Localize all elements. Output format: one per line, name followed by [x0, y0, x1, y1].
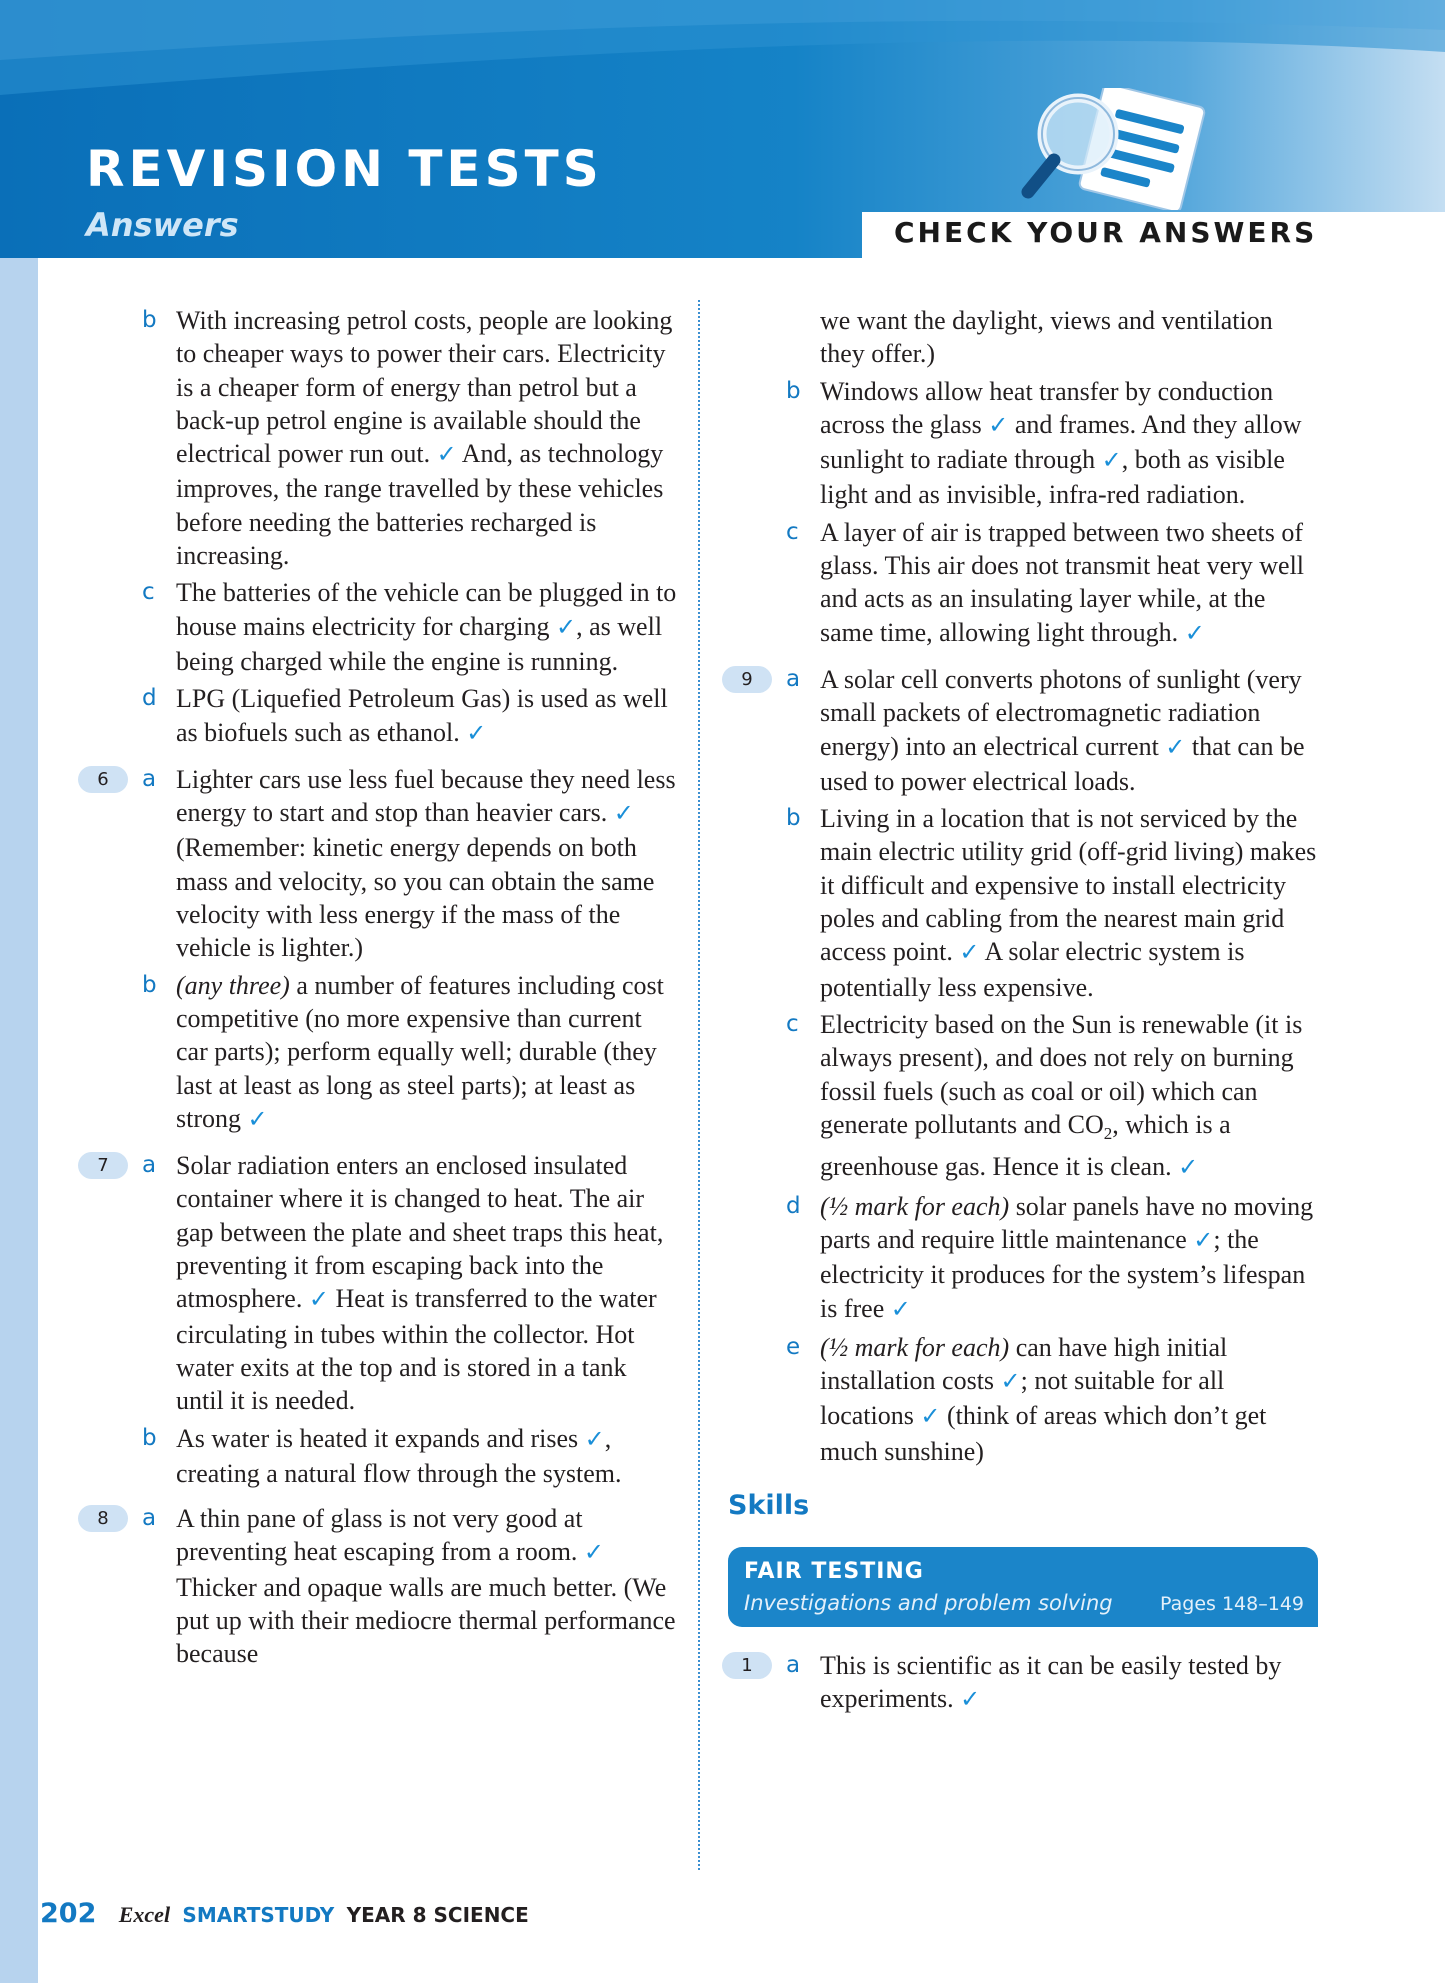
answer-text	[820, 1331, 1322, 1468]
text-segment: The batteries of the vehicle can be plugged in to house mains electricity for charging	[176, 578, 677, 641]
brand-year: YEAR 8 SCIENCE	[346, 1903, 529, 1927]
answer-text	[176, 682, 678, 751]
tick-icon: ✓	[436, 442, 457, 469]
topic-subtitle: Investigations and problem solving	[744, 1590, 1113, 1615]
subscript: 2	[1103, 1124, 1113, 1144]
answer-text	[820, 1649, 1322, 1718]
question-number-badge	[722, 1011, 772, 1038]
tick-icon: ✓	[247, 1106, 268, 1133]
header-swoosh	[0, 0, 1445, 110]
question-1	[722, 1649, 1322, 1718]
answer-part-c	[722, 516, 1322, 651]
part-letter: c	[142, 579, 155, 606]
text-segment: Solar radiation enters an enclosed insulated container where it is changed to heat. The air gap between the plate and sheet traps this heat, preventing it from escaping back into the atmosphere.	[176, 1151, 664, 1314]
answer-text	[176, 576, 678, 678]
question-number-badge: 8	[78, 1505, 128, 1532]
left-column	[78, 304, 678, 1683]
part-letter: b	[786, 805, 801, 832]
text-segment: can have high initial installation costs	[820, 1332, 1228, 1396]
question-7	[78, 1149, 678, 1490]
question-number-badge	[78, 685, 128, 712]
question-number-badge: 1	[722, 1652, 772, 1679]
part-letter: a	[142, 1152, 157, 1179]
marking-note: (½ mark for each)	[820, 1332, 1010, 1362]
answer-part-e	[722, 1331, 1322, 1468]
answer-part-b	[722, 375, 1322, 512]
tick-icon: ✓	[613, 801, 634, 828]
text-segment: Living in a location that is not serviced by the main electric utility grid (off-grid living) makes it difficult and expensive to install electricity poles and cabling from the nearest main grid access point.	[820, 804, 1317, 967]
answer-text	[176, 1149, 678, 1417]
question-number-badge: 7	[78, 1152, 128, 1179]
part-letter: e	[786, 1333, 801, 1360]
answer-text	[176, 763, 678, 965]
magnifier-document-icon	[1012, 88, 1212, 210]
answer-part-b	[78, 304, 678, 572]
page-subtitle: Answers	[86, 206, 239, 244]
answer-text	[820, 663, 1322, 798]
answer-part-a	[78, 1502, 678, 1670]
brand-excel: Excel	[118, 1902, 171, 1927]
question-number-badge	[78, 307, 128, 334]
question-continued	[722, 304, 1322, 651]
answer-text	[176, 304, 678, 572]
page-header	[0, 0, 1445, 258]
text-segment: A solar cell converts photons of sunlight (very small packets of electromagnetic radiation energy) into an electrical current	[820, 664, 1302, 761]
text-segment: solar panels have no moving parts and require little maintenance	[820, 1191, 1314, 1254]
text-segment: we want the daylight, views and ventilation they offer.)	[820, 306, 1273, 369]
text-segment: A thin pane of glass is not very good at preventing heat escaping from a room.	[176, 1504, 584, 1567]
tick-icon: ✓	[920, 1404, 941, 1431]
answer-part-a	[722, 663, 1322, 798]
text-segment: , both as visible light and as invisible, infra-red radiation.	[820, 445, 1285, 510]
part-letter: a	[142, 1505, 157, 1532]
right-column	[722, 304, 1322, 1730]
answer-text	[820, 304, 1322, 371]
text-segment: Heat is transferred to the water circulating in tubes within the collector. Hot water exits at the top and is stored in a tank until it is needed.	[176, 1284, 657, 1416]
part-letter: d	[786, 1192, 801, 1219]
check-answers-label: CHECK YOUR ANSWERS	[894, 216, 1318, 249]
text-segment: As water is heated it expands and rises	[176, 1423, 585, 1453]
text-segment: (think of areas which don’t get much sunshine)	[820, 1401, 1267, 1466]
tick-icon: ✓	[584, 1426, 605, 1453]
answer-text	[820, 375, 1322, 512]
text-segment: Lighter cars use less fuel because they need less energy to start and stop than heavier cars.	[176, 764, 676, 828]
text-segment: Thicker and opaque walls are much better. (We put up with their mediocre thermal performance because	[176, 1572, 676, 1669]
tick-icon: ✓	[308, 1287, 329, 1314]
tick-icon: ✓	[1000, 1369, 1021, 1396]
text-segment: With increasing petrol costs, people are looking to cheaper ways to power their cars. Electricity is a cheaper form of energy than petrol but a back-up petrol engine is available should the electrical power run out.	[176, 306, 673, 469]
page-title: REVISION TESTS	[86, 140, 603, 198]
answer-text	[820, 1190, 1322, 1327]
text-segment: that can be used to power electrical loads.	[820, 731, 1305, 796]
tick-icon: ✓	[1193, 1227, 1214, 1254]
answer-part-d	[722, 1190, 1322, 1327]
answer-text	[820, 1008, 1322, 1186]
column-divider	[698, 300, 700, 1870]
page-footer	[40, 1898, 529, 1929]
answer-text	[176, 969, 678, 1137]
tick-icon: ✓	[556, 614, 577, 641]
answer-part-a	[78, 763, 678, 965]
answer-part-a	[78, 1149, 678, 1417]
tick-icon: ✓	[1101, 448, 1122, 475]
answer-text	[820, 516, 1322, 651]
question-number-badge	[78, 579, 128, 606]
text-segment: And, as technology improves, the range travelled by these vehicles before needing the batteries recharged is increasing.	[176, 439, 664, 571]
tick-icon: ✓	[960, 1687, 981, 1714]
part-letter: b	[786, 377, 801, 404]
brand-smartstudy: SMARTSTUDY	[182, 1903, 335, 1927]
text-segment: a number of features including cost competitive (no more expensive than current car parts); perform equally well; durable (they last at least as long as steel parts); at least as strong	[176, 970, 664, 1133]
tick-icon: ✓	[1165, 734, 1186, 761]
right-column-answers	[722, 304, 1322, 1468]
part-letter: c	[786, 518, 799, 545]
text-segment: A layer of air is trapped between two sheets of glass. This air does not transmit heat very well and acts as an insulating layer while, at the same time, allowing light through.	[820, 517, 1305, 647]
topic-title: FAIR TESTING	[744, 1558, 924, 1584]
part-letter: a	[786, 1651, 801, 1678]
text-segment: This is scientific as it can be easily tested by experiments.	[820, 1650, 1282, 1714]
question-number-badge	[722, 378, 772, 405]
question-number-badge	[722, 1334, 772, 1361]
text-segment: LPG (Liquefied Petroleum Gas) is used as well as biofuels such as ethanol.	[176, 684, 668, 747]
question-9	[722, 663, 1322, 1468]
text-segment: ; the electricity it produces for the system’s lifespan is free	[820, 1224, 1306, 1323]
tick-icon: ✓	[1178, 1155, 1199, 1182]
question-number-badge	[722, 519, 772, 546]
left-margin-bar	[0, 258, 38, 1983]
part-letter: c	[786, 1010, 799, 1037]
skills-answers	[722, 1649, 1322, 1718]
text-segment: , creating a natural flow through the system.	[176, 1423, 622, 1488]
question-number-badge	[722, 805, 772, 832]
answer-part-b	[78, 1422, 678, 1491]
tick-icon: ✓	[959, 940, 980, 967]
topic-banner	[728, 1547, 1318, 1627]
question-8	[78, 1502, 678, 1670]
question-number-badge: 9	[722, 666, 772, 693]
answer-text	[820, 802, 1322, 1004]
answer-part-b	[78, 969, 678, 1137]
answer-text	[176, 1422, 678, 1491]
tick-icon: ✓	[583, 1540, 605, 1567]
part-letter: b	[142, 307, 157, 333]
skills-heading: Skills	[728, 1489, 810, 1521]
part-letter: a	[142, 765, 157, 792]
text-segment: (Remember: kinetic energy depends on both mass and velocity, so you can obtain the same velocity with less energy if the mass of the vehicle is lighter.)	[176, 833, 655, 963]
answer-part-c	[78, 576, 678, 678]
page-number: 202	[40, 1898, 97, 1929]
text-segment: and frames. And they allow sunlight to radiate through	[820, 409, 1302, 475]
answer-part-c	[722, 1008, 1322, 1186]
question-number-badge	[78, 972, 128, 999]
question-number-badge	[722, 1193, 772, 1220]
text-segment: Electricity based on the Sun is renewable (it is always present), and does not rely on burning fossil fuels (such as coal or oil) which can generate pollutants and CO	[820, 1009, 1303, 1139]
marking-note: (½ mark for each)	[820, 1191, 1010, 1221]
answer-part	[722, 304, 1322, 371]
part-letter: a	[786, 665, 801, 692]
part-letter: d	[142, 685, 157, 712]
question-continued	[78, 304, 678, 751]
tick-icon: ✓	[890, 1296, 911, 1323]
text-segment: , as well being charged while the engine is running.	[176, 611, 663, 676]
text-segment: Windows allow heat transfer by conduction across the glass	[820, 376, 1274, 439]
part-letter: b	[142, 971, 157, 998]
answer-text	[176, 1502, 678, 1670]
question-number-badge	[722, 307, 772, 334]
topic-pages: Pages 148–149	[1160, 1592, 1304, 1615]
answer-part-d	[78, 682, 678, 751]
answer-part-b	[722, 802, 1322, 1004]
text-segment: ; not suitable for all locations	[820, 1366, 1225, 1431]
text-segment: , which is a greenhouse gas. Hence it is clean.	[820, 1109, 1231, 1182]
answer-part-a	[722, 1649, 1322, 1718]
question-6	[78, 763, 678, 1137]
tick-icon: ✓	[1184, 620, 1205, 647]
tick-icon: ✓	[466, 720, 487, 747]
question-number-badge: 6	[78, 766, 128, 793]
tick-icon: ✓	[988, 412, 1009, 439]
text-segment: A solar electric system is potentially less expensive.	[820, 937, 1245, 1002]
marking-note: (any three)	[176, 970, 290, 1000]
question-number-badge	[78, 1425, 128, 1452]
part-letter: b	[142, 1424, 157, 1451]
